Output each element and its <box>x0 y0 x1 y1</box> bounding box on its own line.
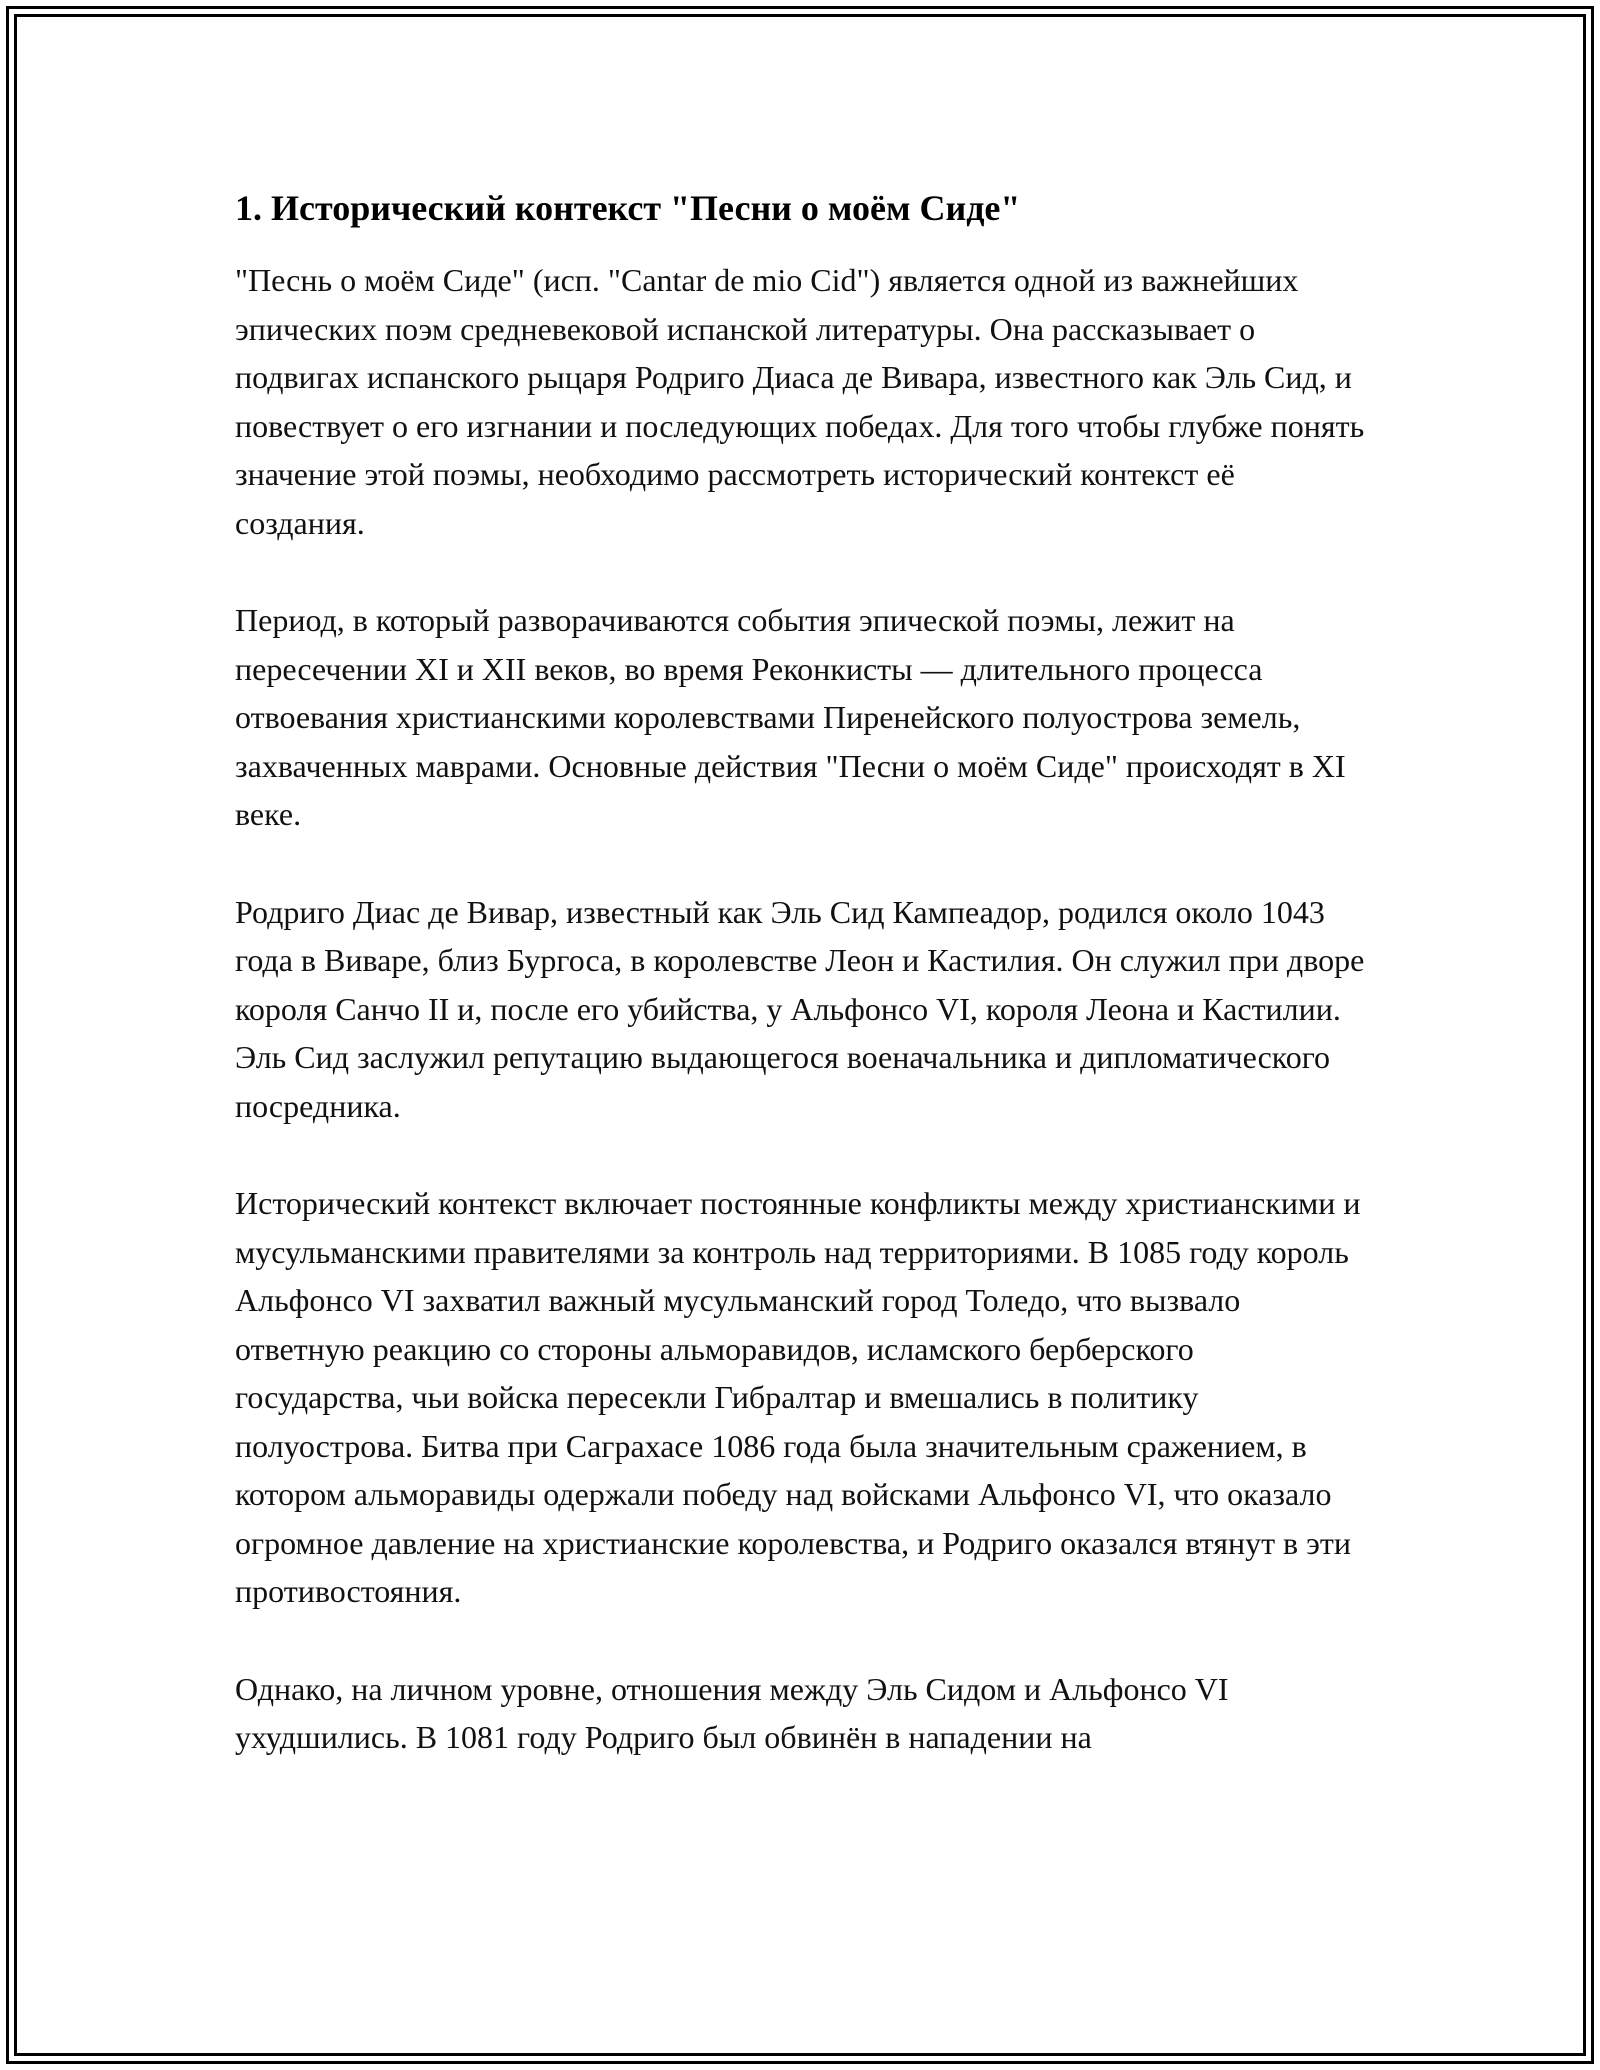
paragraph-3: Родриго Диас де Вивар, известный как Эль Сид Кампеадор, родился около 1043 года в Виваре, близ Бургоса, в королевстве Леон и Кастилия. Он служил при дворе короля Санчо II и, после его убийства, у Альфонсо VI, короля Леона и Кастилии. Эль Сид заслужил репутацию выдающегося военачальника и дипломатического посредника. <box>235 893 1365 1124</box>
paragraph-2: Период, в который разворачиваются события эпической поэмы, лежит на пересечении XI и XII веков, во время Реконкисты — длительного процесса отвоевания христианскими королевствами Пиренейского полуострова земель, захваченных маврами. Основные действия "Песни о моём Сиде" происходят в XI веке. <box>235 602 1346 832</box>
section-heading: 1. Исторический контекст "Песни о моём Сиде" <box>235 188 1021 228</box>
document-body <box>235 186 1365 1811</box>
paragraph-4: Исторический контекст включает постоянные конфликты между христианскими и мусульманскими правителями за контроль над территориями. В 1085 году король Альфонсо VI захватил важный мусульманский город Толедо, что вызвало ответную реакцию со стороны альморавидов, исламского берберского государства, чьи войска пересекли Гибралтар и вмешались в политику полуострова. Битва при Саграхасе 1086 года была значительным сражением, в котором альморавиды одержали победу над войсками Альфонсо VI, что оказало огромное давление на христианские королевства, и Родриго оказался втянут в эти противостояния. <box>235 1185 1361 1609</box>
paragraph-1: "Песнь о моём Сиде" (исп. "Cantar de mio Cid") является одной из важнейших эпических поэм средневековой испанской литературы. Она рассказывает о подвигах испанского рыцаря Родриго Диаса де Вивара, известного как Эль Сид, и повествует о его изгнании и последующих победах. Для того чтобы глубже понять значение этой поэмы, необходимо рассмотреть исторический контекст её создания. <box>235 262 1365 541</box>
paragraph-5: Однако, на личном уровне, отношения между Эль Сидом и Альфонсо VI ухудшились. В 1081 году Родриго был обвинён в нападении на <box>235 1670 1229 1755</box>
